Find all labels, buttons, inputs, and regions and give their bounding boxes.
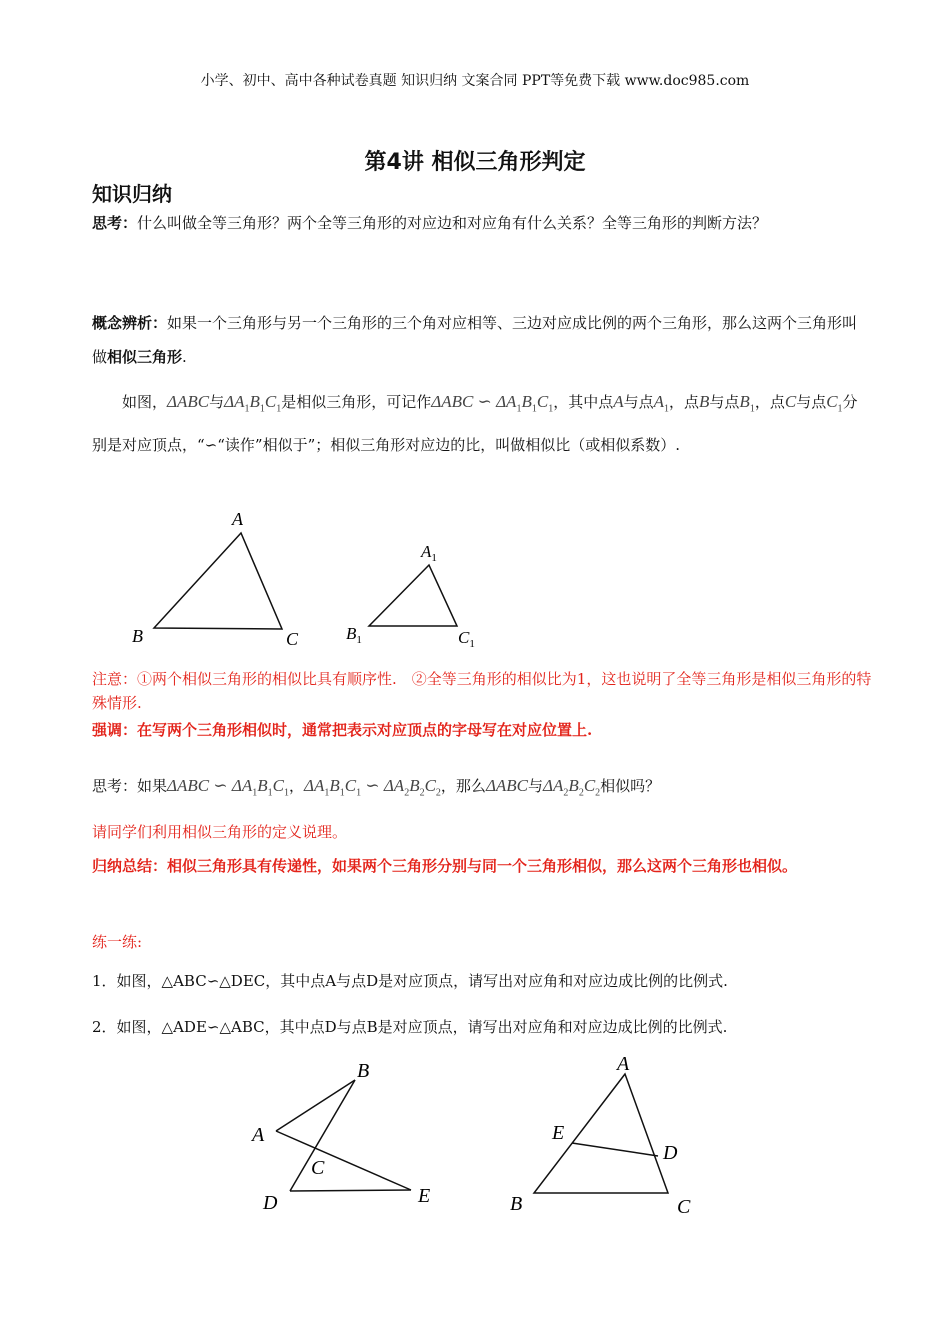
example-text-7: 与点 xyxy=(709,393,740,411)
practice-label: 练一练: xyxy=(92,933,143,951)
q2-label-c: C xyxy=(677,1196,691,1218)
math-abc-a1b1c1: ΔABC ∽ $\Delta A_1B_1C_1$ xyxy=(167,776,289,799)
math-a: A xyxy=(613,392,624,411)
triangle-a1b1c1 xyxy=(369,565,457,626)
example-text-5: 与点 xyxy=(623,393,654,411)
label-a: A xyxy=(232,509,243,529)
example-text-8: 点 xyxy=(769,393,785,411)
example-paragraph: 如图，ΔABC与$\Delta A_1B_1C_1$是相似三角形，可记作ΔABC ∽ $\Delta A_1B_1C_1$，其中点A与点$A_1$，点B与点$B_1$，点C与点$C_1$分别是对应顶点，“∽“读作”相似于”；相似三角形对应边的比，叫做相似比（或相似系数）. xyxy=(92,392,858,455)
q1-label-b: B xyxy=(357,1060,370,1082)
q2-label-e: E xyxy=(552,1122,565,1144)
summary-paragraph: 归纳总结：相似三角形具有传递性，如果两个三角形分别与同一个三角形相似，那么这两个三角形也相似。 xyxy=(92,857,798,875)
think2-text-3: ，那么 xyxy=(440,777,486,795)
segment-ed xyxy=(572,1143,658,1156)
think-paragraph xyxy=(92,206,872,240)
q1-label-d: D xyxy=(263,1192,278,1214)
math-c: C xyxy=(784,392,797,411)
think2-paragraph xyxy=(92,768,872,811)
concept-label: 概念辨析： xyxy=(92,314,168,332)
math-b1: $B_1$ xyxy=(739,392,755,415)
figure-similar-triangles xyxy=(120,505,520,655)
concept-term: 相似三角形 xyxy=(107,348,183,366)
segment-de xyxy=(290,1190,411,1191)
think2-text-2: ， xyxy=(288,777,304,795)
please-paragraph: 请同学们利用相似三角形的定义说理。 xyxy=(92,823,348,841)
example-text-3: 是相似三角形，可记作 xyxy=(281,393,432,411)
example-text-4: ，其中点 xyxy=(553,393,614,411)
label-b: B xyxy=(132,626,143,646)
math-abc-2: ΔABC xyxy=(485,776,529,795)
label-c1: $C_1$ xyxy=(458,628,475,650)
example-text-1: 如图， xyxy=(122,393,168,411)
math-similar: ΔABC ∽ $\Delta A_1B_1C_1$ xyxy=(431,392,554,415)
math-a1: $A_1$ xyxy=(653,392,669,415)
math-abc: ΔABC xyxy=(167,392,210,411)
think2-text-4: 与 xyxy=(528,777,544,795)
think-text: 什么叫做全等三角形？两个全等三角形的对应边和对应角有什么关系？全等三角形的判断方法？ xyxy=(137,214,768,232)
concept-text: 如果一个三角形与另一个三角形的三个角对应相等、三边对应成比例的两个三角形，那么这两个三角形叫做 xyxy=(92,314,858,366)
page-title: 第4讲 相似三角形判定 xyxy=(364,150,586,175)
label-a1: $A_1$ xyxy=(421,542,437,564)
think2-text-1: 思考：如果 xyxy=(92,777,168,795)
math-a1b1c1: $\Delta A_1B_1C_1$ xyxy=(224,392,282,415)
label-b1: $B_1$ xyxy=(346,624,362,646)
math-a2b2c2: $\Delta A_2B_2C_2$ xyxy=(543,776,601,799)
page-header: 小学、初中、高中各种试卷真题 知识归纳 文案合同 PPT等免费下载 www.doc985.com xyxy=(200,73,750,89)
note-paragraph: 注意：①两个相似三角形的相似比具有顺序性. ②全等三角形的相似比为1，这也说明了全等三角形是相似三角形的特殊情形. xyxy=(92,670,872,712)
q1-label-c: C xyxy=(311,1157,325,1179)
segment-ba xyxy=(276,1080,355,1131)
math-a1b1c1-a2b2c2: $\Delta A_1B_1C_1$ ∽ $\Delta A_2B_2C_2$ xyxy=(303,776,441,799)
example-text-2: 与 xyxy=(209,393,225,411)
q2-label-b: B xyxy=(510,1193,523,1215)
think2-text-5: 相似吗？ xyxy=(600,777,661,795)
example-text-10: 分别是对应顶点，“∽“读作”相似于”；相似三角形对应边的比，叫做相似比（或相似系数）. xyxy=(92,393,858,455)
q2-label-d: D xyxy=(663,1142,678,1164)
q1-label-e: E xyxy=(418,1185,431,1207)
concept-end: . xyxy=(182,348,187,366)
example-text-6: ，点 xyxy=(669,393,700,411)
emphasis-paragraph: 强调：在写两个三角形相似时，通常把表示对应顶点的字母写在对应位置上. xyxy=(92,721,593,739)
label-c: C xyxy=(286,629,299,649)
q1-label-a: A xyxy=(252,1124,265,1146)
math-b: B xyxy=(699,392,710,411)
q2-label-a: A xyxy=(617,1053,630,1075)
example-text-9: 与点 xyxy=(796,393,827,411)
concept-paragraph xyxy=(92,306,872,374)
figure-q1 xyxy=(245,1050,455,1225)
question-1: 1．如图，△ABC∽△DEC，其中点A与点D是对应顶点，请写出对应角和对应边成比例的比例式. xyxy=(92,972,728,990)
section-heading: 知识归纳 xyxy=(92,182,172,206)
figure-q2 xyxy=(500,1045,720,1225)
think-label: 思考： xyxy=(92,214,138,232)
triangle-abc xyxy=(154,533,282,629)
math-c1: $C_1$ xyxy=(826,392,843,415)
question-2: 2．如图，△ADE∽△ABC，其中点D与点B是对应顶点，请写出对应角和对应边成比例的比例式. xyxy=(92,1018,728,1036)
